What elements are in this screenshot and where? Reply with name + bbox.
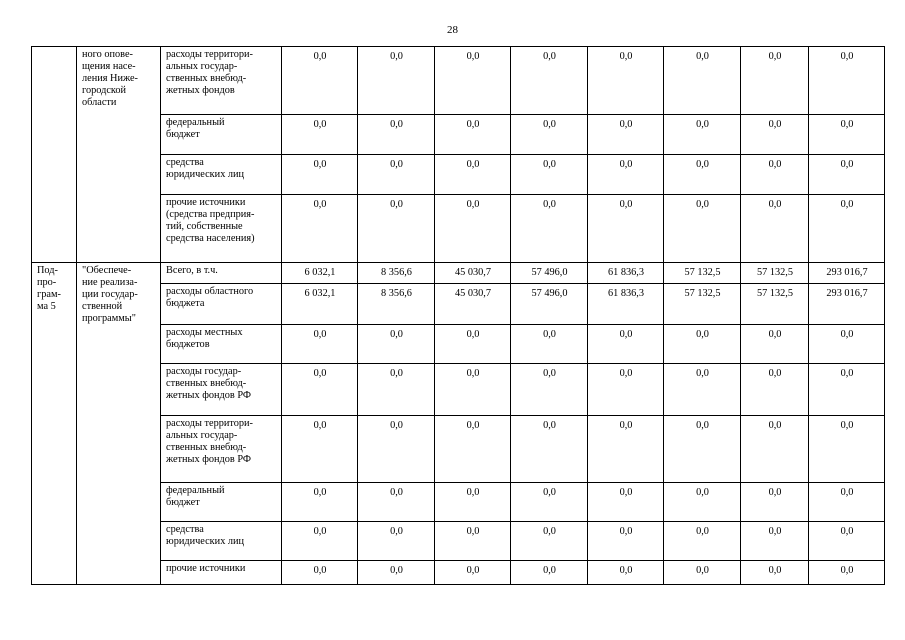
funding-source-cell: расходы территори- альных государ- ственных внебюд- жетных фондов xyxy=(161,47,282,115)
value-cell: 6 032,1 xyxy=(282,263,358,284)
value-cell: 0,0 xyxy=(358,195,435,263)
value-cell: 0,0 xyxy=(664,364,741,416)
value-cell: 0,0 xyxy=(664,561,741,585)
value-cell: 0,0 xyxy=(358,483,435,522)
value-cell: 57 132,5 xyxy=(741,284,809,325)
value-cell: 0,0 xyxy=(741,325,809,364)
value-cell: 0,0 xyxy=(809,483,885,522)
value-cell: 0,0 xyxy=(435,325,511,364)
value-cell: 0,0 xyxy=(664,522,741,561)
table-body xyxy=(32,47,885,585)
budget-table xyxy=(31,46,885,585)
value-cell: 0,0 xyxy=(511,483,588,522)
value-cell: 57 132,5 xyxy=(741,263,809,284)
value-cell: 61 836,3 xyxy=(588,284,664,325)
value-cell: 0,0 xyxy=(282,115,358,155)
value-cell: 0,0 xyxy=(358,155,435,195)
funding-source-cell: федеральный бюджет xyxy=(161,115,282,155)
value-cell: 8 356,6 xyxy=(358,284,435,325)
page-number: 28 xyxy=(447,24,458,36)
value-cell: 0,0 xyxy=(282,155,358,195)
value-cell: 0,0 xyxy=(435,364,511,416)
value-cell: 57 132,5 xyxy=(664,284,741,325)
value-cell: 0,0 xyxy=(741,195,809,263)
subprogram-name-cell: ного опове- щения насе- ления Ниже- городской области xyxy=(77,47,161,263)
value-cell: 0,0 xyxy=(664,195,741,263)
value-cell: 0,0 xyxy=(282,325,358,364)
funding-source-cell: средства юридических лиц xyxy=(161,155,282,195)
value-cell: 0,0 xyxy=(741,155,809,195)
value-cell: 57 496,0 xyxy=(511,284,588,325)
value-cell: 0,0 xyxy=(588,364,664,416)
value-cell: 0,0 xyxy=(664,47,741,115)
value-cell: 0,0 xyxy=(435,416,511,483)
value-cell: 0,0 xyxy=(282,561,358,585)
value-cell: 0,0 xyxy=(511,47,588,115)
value-cell: 45 030,7 xyxy=(435,284,511,325)
value-cell: 8 356,6 xyxy=(358,263,435,284)
value-cell: 0,0 xyxy=(588,195,664,263)
value-cell: 293 016,7 xyxy=(809,284,885,325)
value-cell: 0,0 xyxy=(809,561,885,585)
value-cell: 0,0 xyxy=(588,325,664,364)
value-cell: 0,0 xyxy=(435,483,511,522)
table-row xyxy=(32,47,885,115)
value-cell: 0,0 xyxy=(741,47,809,115)
funding-source-cell: расходы областного бюджета xyxy=(161,284,282,325)
value-cell: 6 032,1 xyxy=(282,284,358,325)
value-cell: 0,0 xyxy=(664,155,741,195)
value-cell: 0,0 xyxy=(588,416,664,483)
value-cell: 0,0 xyxy=(741,483,809,522)
value-cell: 0,0 xyxy=(809,325,885,364)
value-cell: 0,0 xyxy=(741,416,809,483)
funding-source-cell: расходы территори- альных государ- ственных внебюд- жетных фондов РФ xyxy=(161,416,282,483)
value-cell: 45 030,7 xyxy=(435,263,511,284)
value-cell: 0,0 xyxy=(358,364,435,416)
value-cell: 0,0 xyxy=(358,416,435,483)
value-cell: 0,0 xyxy=(511,416,588,483)
funding-source-cell: прочие источники (средства предприя- тий, собственные средства населения) xyxy=(161,195,282,263)
value-cell: 0,0 xyxy=(809,364,885,416)
value-cell: 0,0 xyxy=(511,364,588,416)
value-cell: 0,0 xyxy=(809,416,885,483)
value-cell: 0,0 xyxy=(511,561,588,585)
value-cell: 0,0 xyxy=(809,195,885,263)
funding-source-cell: федеральный бюджет xyxy=(161,483,282,522)
value-cell: 0,0 xyxy=(282,47,358,115)
subprogram-number-cell: Под- про- грам- ма 5 xyxy=(32,263,77,585)
value-cell: 0,0 xyxy=(282,483,358,522)
value-cell: 0,0 xyxy=(664,115,741,155)
value-cell: 0,0 xyxy=(511,522,588,561)
funding-source-cell: прочие источники xyxy=(161,561,282,585)
value-cell: 0,0 xyxy=(282,416,358,483)
value-cell: 0,0 xyxy=(282,522,358,561)
value-cell: 0,0 xyxy=(809,522,885,561)
funding-source-cell: средства юридических лиц xyxy=(161,522,282,561)
subprogram-name-cell: "Обеспече- ние реализа- ции государ- ственной программы" xyxy=(77,263,161,585)
value-cell: 0,0 xyxy=(809,155,885,195)
value-cell: 0,0 xyxy=(435,522,511,561)
value-cell: 0,0 xyxy=(358,522,435,561)
value-cell: 0,0 xyxy=(588,47,664,115)
value-cell: 0,0 xyxy=(664,483,741,522)
value-cell: 0,0 xyxy=(588,522,664,561)
table-row xyxy=(32,263,885,284)
value-cell: 57 496,0 xyxy=(511,263,588,284)
value-cell: 0,0 xyxy=(358,325,435,364)
subprogram-number-cell xyxy=(32,47,77,263)
funding-source-cell: расходы государ- ственных внебюд- жетных фондов РФ xyxy=(161,364,282,416)
value-cell: 0,0 xyxy=(588,561,664,585)
value-cell: 0,0 xyxy=(435,561,511,585)
value-cell: 0,0 xyxy=(741,115,809,155)
value-cell: 0,0 xyxy=(588,115,664,155)
value-cell: 0,0 xyxy=(511,195,588,263)
funding-source-cell: Всего, в т.ч. xyxy=(161,263,282,284)
value-cell: 0,0 xyxy=(741,561,809,585)
value-cell: 0,0 xyxy=(664,325,741,364)
value-cell: 0,0 xyxy=(435,47,511,115)
value-cell: 0,0 xyxy=(511,115,588,155)
value-cell: 0,0 xyxy=(511,155,588,195)
funding-source-cell: расходы местных бюджетов xyxy=(161,325,282,364)
value-cell: 0,0 xyxy=(809,47,885,115)
value-cell: 0,0 xyxy=(664,416,741,483)
value-cell: 0,0 xyxy=(741,522,809,561)
value-cell: 293 016,7 xyxy=(809,263,885,284)
value-cell: 0,0 xyxy=(435,115,511,155)
value-cell: 0,0 xyxy=(588,483,664,522)
value-cell: 0,0 xyxy=(358,47,435,115)
value-cell: 0,0 xyxy=(741,364,809,416)
value-cell: 0,0 xyxy=(282,364,358,416)
value-cell: 0,0 xyxy=(435,155,511,195)
value-cell: 57 132,5 xyxy=(664,263,741,284)
value-cell: 0,0 xyxy=(588,155,664,195)
value-cell: 0,0 xyxy=(358,561,435,585)
value-cell: 0,0 xyxy=(511,325,588,364)
value-cell: 61 836,3 xyxy=(588,263,664,284)
value-cell: 0,0 xyxy=(435,195,511,263)
value-cell: 0,0 xyxy=(282,195,358,263)
value-cell: 0,0 xyxy=(358,115,435,155)
value-cell: 0,0 xyxy=(809,115,885,155)
